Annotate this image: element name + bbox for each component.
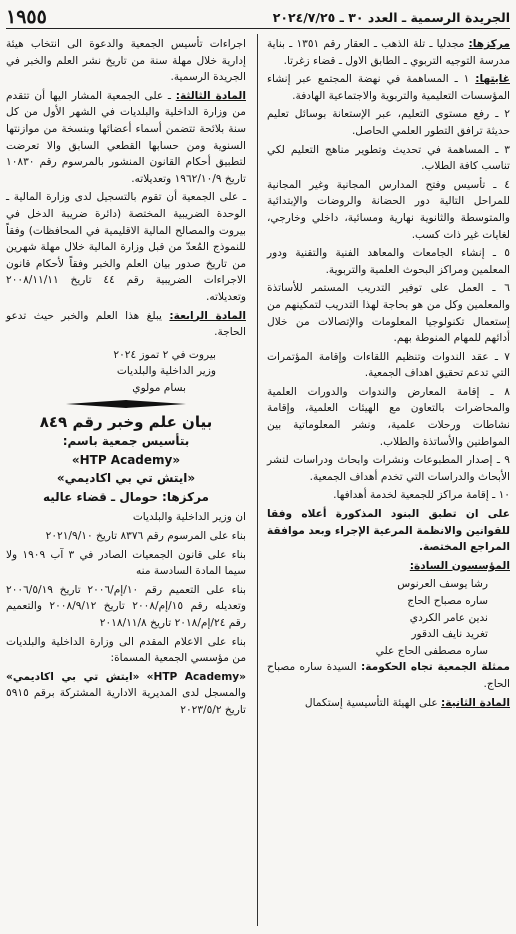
seat-text: مجدليا ـ تلة الذهب ـ العقار رقم ١٣٥١ ـ بناية مدرسة التوجيه التربوي ـ الطابق الاول ـ قضاء زغرتا.	[267, 38, 510, 67]
section-ornament	[6, 400, 246, 408]
right-column	[267, 36, 510, 713]
article-4-label: المادة الرابعة:	[169, 309, 246, 322]
founder-name: ساره مصطفى الحاج علي	[375, 644, 488, 657]
goal-item: ٧ ـ عقد الندوات وتنظيم اللقاءات وإقامة المؤتمرات التي تدعم تحقيق اهداف الجمعية.	[267, 350, 510, 380]
running-title: الجريدة الرسمية ـ العدد ٣٠ ـ ٢٠٢٤/٧/٢٥	[272, 9, 510, 25]
left-column	[6, 36, 246, 721]
goal-item: ٦ ـ العمل على توفير التدريب المستمر للأساتذة والمعلمين وكل من هو بحاجة لهذا التدريب لتمكينهم من إستعمال تكنولوجيا المعلومات والإتصالات من خلال أدائهم للمهام المنوطة بهم.	[267, 282, 510, 345]
final-paragraph	[6, 669, 246, 719]
goals-label: غايتها:	[475, 73, 510, 86]
founders-list	[267, 576, 510, 659]
article-2-text: على الهيئة التأسيسية إستكمال	[304, 696, 442, 709]
signature-place-date: بيروت في ٢ تموز ٢٠٢٤	[113, 348, 216, 361]
conditions-notice: على ان تطبق البنود المذكورة أعلاه وفقا للقوانين والانظمة المرعية الإجراء وبعد موافقة المراجع المختصة.	[267, 508, 510, 554]
founders-title: المؤسسون السادة:	[409, 559, 510, 572]
tax-paragraph: ـ على الجمعية أن تقوم بالتسجيل لدى وزارة المالية ـ الوحدة الضريبية المختصة (دائرة ضريبة الدخل في بيروت والمصالح المالية الاقليمية في المحافظات) وفقاً للنموذج المُعدّ من قبل وزارة المالية خلال مهلة شهرين من تاريخ صدور بيان العلم والخبر وفقاً لأحكام قانون الاجراءات الضريبية رقم ٤٤ تاريخ ٢٠٠٨/١١/١١ وتعديلاته.	[6, 191, 246, 303]
goals-paragraph	[267, 71, 510, 104]
founder-name: تغريد نايف الدقور	[411, 628, 488, 641]
recital: بناء على التعميم رقم ١٠/إم/٢٠٠٦ تاريخ ٢٠٠٦/٥/١٩ وتعديله رقم ١٥/إم/٢٠٠٨ تاريخ ٢٠٠٨/٩/١٢ والتعميم رقم ٢٤/إم/٢٠١٨ تاريخ ٢٠١٨/١١/٨	[6, 583, 246, 629]
goal-item: ١٠ ـ إقامة مراكز للجمعية لخدمة أهدافها.	[333, 489, 510, 502]
founder-name: رشا يوسف العرنوس	[397, 578, 488, 591]
ornament-divider-icon	[66, 400, 186, 408]
final-text: والمسجل لدى المديرية الادارية المشتركة برقم ٥٩١٥ تاريخ ٢٠٢٣/٥/٢	[6, 687, 246, 716]
seat-label: مركزها:	[468, 38, 510, 50]
recital: بناء على المرسوم رقم ٨٣٧٦ تاريخ ٢٠٢١/٩/١٠	[45, 530, 246, 543]
final-name-ar: «ايتش تي بي اكاديمي»	[6, 670, 140, 683]
procedure-paragraph: اجراءات تأسيس الجمعية والدعوة الى انتخاب هيئة إدارية خلال مهلة سنة من تاريخ نشر العلم والخبر في الجريدة الرسمية.	[6, 38, 246, 84]
article-2	[267, 695, 510, 712]
article-3-text: ـ على الجمعية المشار اليها أن تتقدم من وزارة الداخلية والبلديات في الشهر الأول من كل سنة بلائحة تتضمن أسماء أعضائها وبنسخة من موازنتها السنوية ومن حسابها القطعي السابق والا تعرضت لتطبيق أحكام القانون المنشور بالمرسوم رقم ١٠٨٣٠ تاريخ ١٩٦٢/١٠/٩ وتعديلاته.	[6, 89, 246, 185]
gov-rep-text: السيدة ساره مصباح الحاج.	[267, 661, 510, 690]
signature-name: بسام مولوي	[132, 381, 186, 394]
article-3-label: المادة الثالثة:	[175, 89, 246, 102]
article-3	[6, 88, 246, 188]
gov-rep-paragraph	[267, 659, 510, 692]
goal-item: ٣ ـ المساهمة في تحديث وتطوير مناهج التعليم لكي تناسب كافة الطلاب.	[267, 143, 510, 173]
association-seat: مركزها: حومال ـ قضاء عاليه	[42, 489, 209, 504]
recital: بناء على الاعلام المقدم الى وزارة الداخلية والبلديات من مؤسسي الجمعية المسماة:	[6, 635, 246, 665]
column-divider	[257, 34, 258, 926]
page-number: ١٩٥٥	[6, 6, 47, 28]
final-name-en: «HTP Academy»	[146, 670, 246, 683]
page-header	[6, 6, 510, 29]
association-name-en: «HTP Academy»	[71, 452, 181, 467]
goal-item: ٢ ـ رفع مستوى التعليم، عبر الإستعانة بوسائل تعليم حديثة ترافق التطور العلمي الحاصل.	[267, 108, 510, 137]
seat-paragraph	[267, 36, 510, 69]
goal-item: ٨ ـ إقامة المعارض والندوات والدورات العلمية والمحاضرات بالتعاون مع الهيئات العلمية، وإقامة نشاطات ورحلات علمية، ونشر المعلوماتية بين المواطنين والأساتذة والطلاب.	[267, 385, 510, 448]
article-4-text: يبلغ هذا العلم والخبر حيث تدعو الحاجة.	[6, 309, 246, 339]
gov-rep-label: ممثلة الجمعية تجاه الحكومة:	[360, 661, 510, 674]
goal-item: ٩ ـ إصدار المطبوعات ونشرات وابحاث ودراسات لنشر الأبحاث والدراسات التي تخدم أهداف الجمعية.	[267, 454, 510, 483]
goal-item: ٤ ـ تأسيس وفتح المدارس المجانية وغير المجانية للمراحل التالية دور الحضانة والروضات والإبتدائية والمتوسطة والثانوية نهارية ومسائية، داخلي وخارجي، لغايات غير ذات كسب.	[267, 178, 510, 241]
article-2-label: المادة الثانية:	[441, 696, 510, 709]
goals-text: ١ ـ المساهمة في نهضة المجتمع عبر إنشاء المؤسسات التعليمية والتربوية والاجتماعية الهادفة.	[267, 73, 510, 102]
goal-item: ٥ ـ إنشاء الجامعات والمعاهد الفنية والتقنية ودور المعلمين ومراكز البحوث العلمية والتربوية.	[267, 247, 510, 276]
association-name-ar: «ايتش تي بي اكاديمي»	[56, 471, 196, 486]
notice-subtitle: بتأسيس جمعية باسم:	[62, 434, 190, 449]
founder-name: ندين عامر الكردي	[409, 611, 488, 624]
minister-line: ان وزير الداخلية والبلديات	[132, 511, 246, 524]
article-4	[6, 308, 246, 341]
founder-name: ساره مصباح الحاج	[407, 595, 488, 607]
signature-block	[6, 347, 246, 397]
notice-title: بيان علم وخبر رقم ٨٤٩	[39, 413, 213, 432]
recital: بناء على قانون الجمعيات الصادر في ٣ آب ١٩٠٩ ولا سيما المادة السادسة منه	[6, 548, 246, 578]
signature-title: وزير الداخلية والبلديات	[116, 365, 216, 378]
